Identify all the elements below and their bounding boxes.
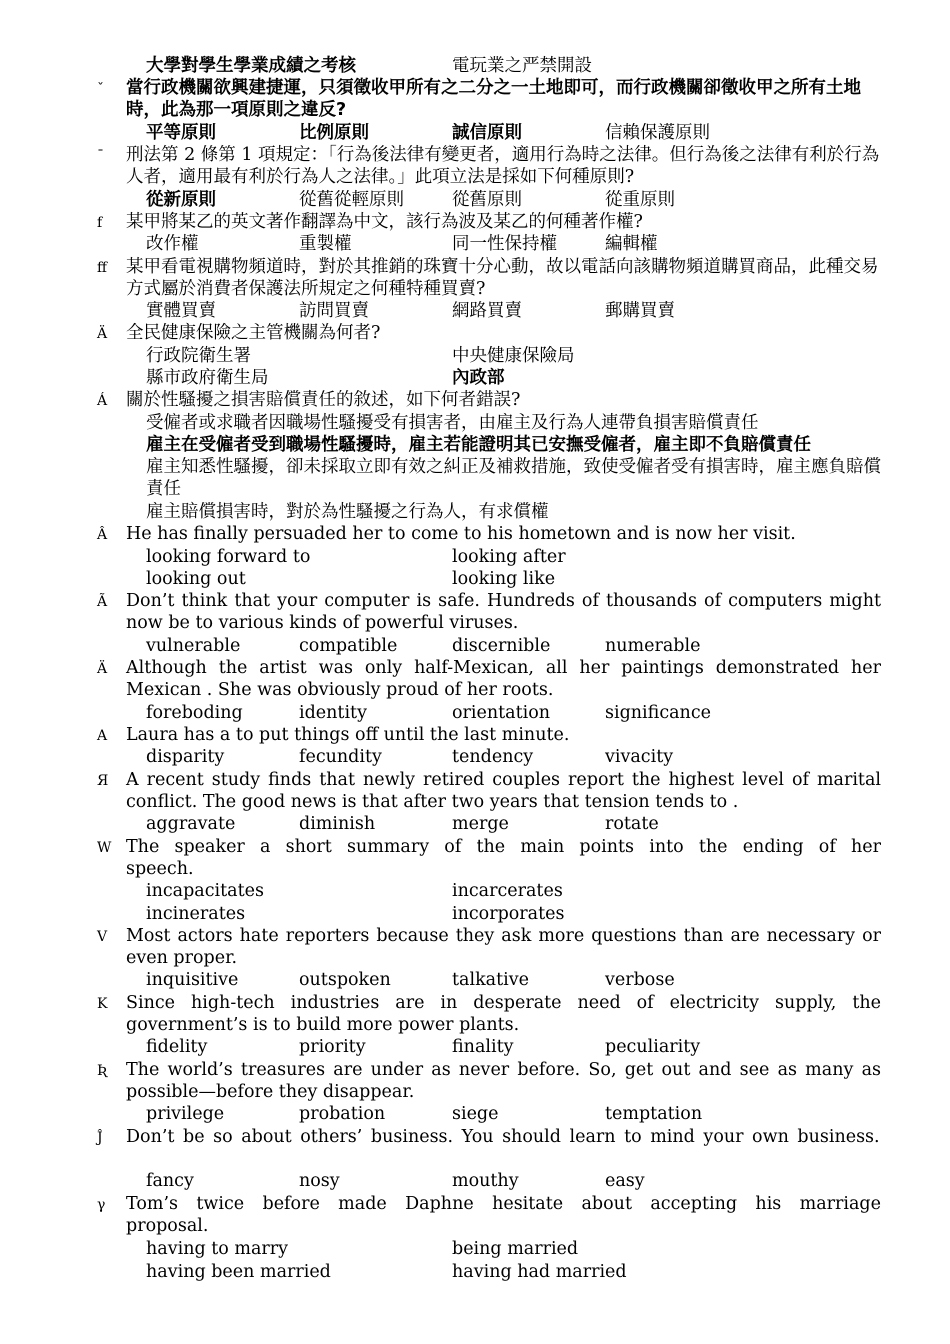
option-text: diminish	[299, 814, 376, 834]
option-text: incarcerates	[452, 881, 563, 901]
option-text: compatible	[299, 636, 398, 656]
option-text: identity	[299, 703, 367, 723]
option-text: 大學對學生學業成績之考核	[146, 56, 356, 76]
question-stem: The world’s treasures are under as never before. So, get out and see as many as possible—before they disappear.	[126, 1060, 881, 1103]
question-number: Ä	[97, 326, 108, 342]
option-text: significance	[605, 703, 711, 723]
option-text: privilege	[146, 1104, 225, 1124]
option-text: 從重原則	[605, 190, 675, 210]
option-text: 訪問買賣	[299, 301, 369, 321]
option-text: 誠信原則	[452, 123, 522, 143]
question-number: ˇ	[97, 81, 104, 97]
question-number: Ä	[97, 661, 108, 677]
question-number: Á	[97, 393, 108, 409]
question-stem: Since high-tech industries are in desperate need of electricity supply, the government’s is to build more power plants.	[126, 993, 881, 1036]
option-text: incinerates	[146, 904, 246, 924]
option-text: easy	[605, 1171, 645, 1191]
question-stem: Laura has a to put things off until the last minute.	[126, 725, 570, 745]
option-text: 郵購買賣	[605, 301, 675, 321]
option-text: nosy	[299, 1171, 340, 1191]
option-text: siege	[452, 1104, 499, 1124]
option-text: numerable	[605, 636, 701, 656]
option-text: fecundity	[299, 747, 382, 767]
option-text: 行政院衛生署	[146, 346, 251, 366]
option-text: talkative	[452, 970, 529, 990]
option-text: incapacitates	[146, 881, 264, 901]
question-number: A	[97, 728, 108, 744]
option-text: incorporates	[452, 904, 565, 924]
question-number: γ	[97, 1197, 106, 1213]
option-text: 雇主在受僱者受到職場性騷擾時，雇主若能證明其已安撫受僱者，雇主即不負賠償責任	[146, 435, 811, 455]
option-text: 重製權	[299, 234, 352, 254]
option-text: 雇主知悉性騷擾，卻未採取立即有效之糾正及補救措施，致使受僱者受有損害時，雇主應負賠償責任	[146, 457, 881, 500]
option-text: 實體買賣	[146, 301, 216, 321]
question-number: Â	[97, 527, 108, 543]
question-number: W	[97, 840, 112, 856]
option-text: looking like	[452, 569, 556, 589]
option-text: rotate	[605, 814, 659, 834]
option-text: 內政部	[452, 368, 505, 388]
question-stem: Don’t think that your computer is safe. Hundreds of thousands of computers might now be to various kinds of powerful viruses.	[126, 591, 881, 634]
question-stem: Although the artist was only half-Mexican, all her paintings demonstrated her Mexican . She was obviously proud of her roots.	[126, 658, 881, 701]
option-text: 雇主賠償損害時，對於為性騷擾之行為人，有求償權	[146, 502, 549, 522]
option-text: outspoken	[299, 970, 391, 990]
option-text: having been married	[146, 1262, 331, 1282]
option-text: looking after	[452, 547, 566, 567]
option-text: 平等原則	[146, 123, 216, 143]
question-stem: Tom’s twice before made Daphne hesitate about accepting his marriage proposal.	[126, 1194, 881, 1237]
question-stem: 當行政機關欲興建捷運，只須徵收甲所有之二分之一土地即可，而行政機關卻徵收甲之所有土地時，此為那一項原則之違反?	[126, 78, 861, 121]
option-text: looking forward to	[146, 547, 311, 567]
option-text: 編輯權	[605, 234, 658, 254]
option-text: discernible	[452, 636, 551, 656]
option-text: fidelity	[146, 1037, 208, 1057]
option-text: 電玩業之严禁開設	[452, 56, 592, 76]
question-stem: 關於性騷擾之損害賠償責任的敘述，如下何者錯誤?	[126, 390, 521, 410]
question-stem: 某甲將某乙的英文著作翻譯為中文，該行為波及某乙的何種著作權?	[126, 212, 643, 232]
option-text: peculiarity	[605, 1037, 701, 1057]
question-number: K	[97, 996, 108, 1012]
option-text: foreboding	[146, 703, 243, 723]
question-number: Ĵ	[97, 1130, 103, 1146]
question-stem: 某甲看電視購物頻道時，對於其推銷的珠寶十分心動，故以電話向該購物頻道購買商品，此種交易方式屬於消費者保護法所規定之何種特種買賣?	[126, 257, 879, 300]
question-number: f	[97, 215, 103, 231]
option-text: 從舊從輕原則	[299, 190, 404, 210]
question-number: Я	[97, 773, 109, 789]
option-text: inquisitive	[146, 970, 239, 990]
question-stem: He has finally persuaded her to come to his hometown and is now her visit.	[126, 524, 796, 544]
option-text: 比例原則	[299, 123, 369, 143]
option-text: 改作權	[146, 234, 199, 254]
option-text: 縣市政府衛生局	[146, 368, 269, 388]
option-text: tendency	[452, 747, 534, 767]
option-text: probation	[299, 1104, 386, 1124]
question-number: Ʀ	[97, 1063, 108, 1079]
option-text: 從舊原則	[452, 190, 522, 210]
option-text: vulnerable	[146, 636, 241, 656]
option-text: temptation	[605, 1104, 703, 1124]
option-text: 從新原則	[146, 190, 216, 210]
option-text: vivacity	[605, 747, 674, 767]
option-text: merge	[452, 814, 509, 834]
option-text: being married	[452, 1239, 579, 1259]
option-text: 信賴保護原則	[605, 123, 710, 143]
option-text: priority	[299, 1037, 366, 1057]
question-stem: Don’t be so about others’ business. You should learn to mind your own business.	[126, 1127, 880, 1147]
question-stem: 刑法第 2 條第 1 項規定：「行為後法律有變更者，適用行為時之法律。但行為後之法律有利於行為人者，適用最有利於行為人之法律。」此項立法是採如下何種原則?	[126, 145, 880, 188]
question-stem: 全民健康保險之主管機關為何者?	[126, 323, 381, 343]
question-number: Ã	[97, 594, 108, 610]
question-stem: A recent study finds that newly retired couples report the highest level of marital conflict. The good news is that after two years that tension tends to .	[126, 770, 881, 813]
question-number: ff	[97, 260, 107, 276]
question-stem: Most actors hate reporters because they ask more questions than are necessary or even proper.	[126, 926, 881, 969]
question-number: ˉ	[97, 148, 104, 164]
option-text: mouthy	[452, 1171, 519, 1191]
option-text: orientation	[452, 703, 551, 723]
option-text: 網路買賣	[452, 301, 522, 321]
option-text: looking out	[146, 569, 246, 589]
option-text: finality	[452, 1037, 514, 1057]
option-text: fancy	[146, 1171, 194, 1191]
option-text: having to marry	[146, 1239, 288, 1259]
question-stem: The speaker a short summary of the main points into the ending of her speech.	[126, 837, 881, 880]
option-text: 中央健康保險局	[452, 346, 575, 366]
option-text: 同一性保持權	[452, 234, 557, 254]
option-text: 受僱者或求職者因職場性騷擾受有損害者，由雇主及行為人連帶負損害賠償責任	[146, 413, 759, 433]
option-text: having had married	[452, 1262, 627, 1282]
option-text: aggravate	[146, 814, 236, 834]
option-text: verbose	[605, 970, 675, 990]
question-number: V	[97, 929, 108, 945]
option-text: disparity	[146, 747, 225, 767]
